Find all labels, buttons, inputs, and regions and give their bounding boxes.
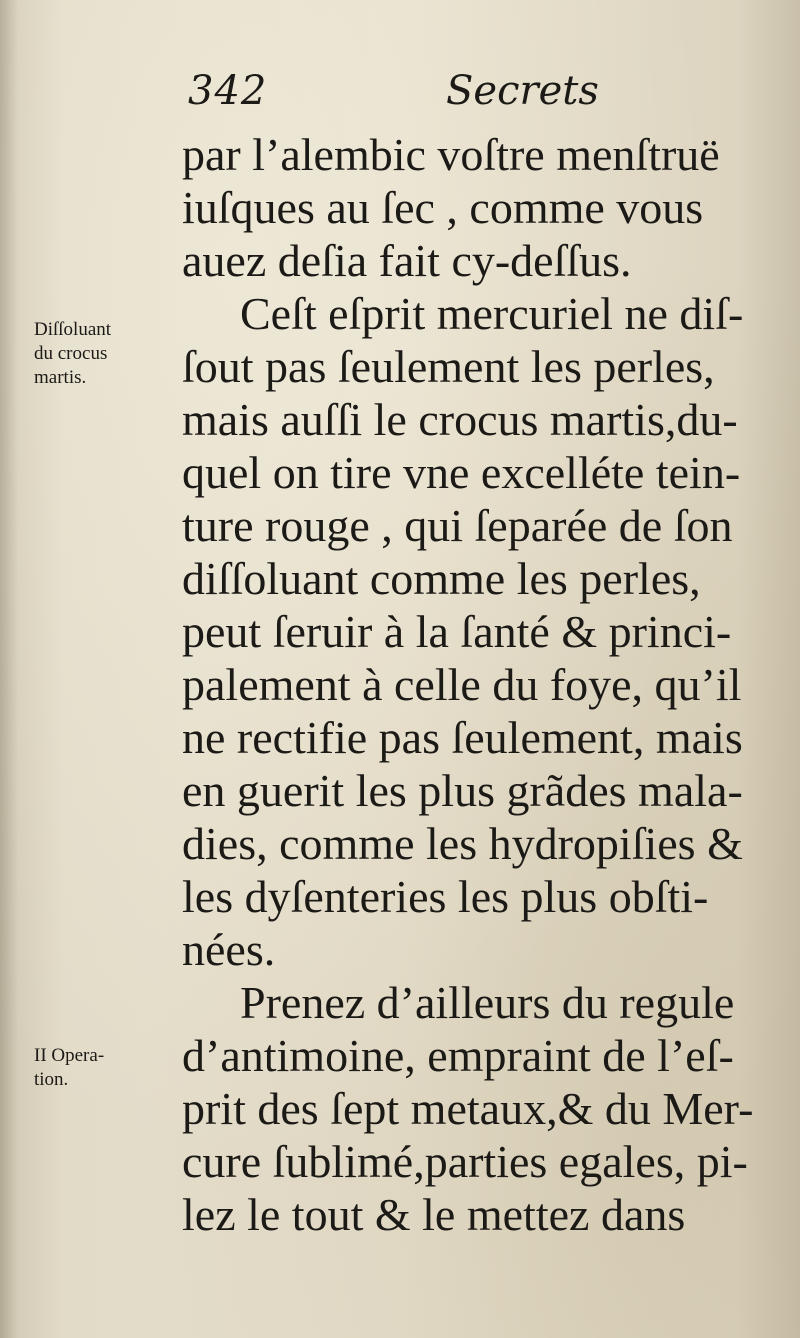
marginal-note-line: Diſſoluant (34, 319, 112, 340)
text-line: nées. (182, 924, 276, 975)
marginal-note-line: II Opera- (34, 1045, 105, 1066)
text-line: auez deſia fait cy-deſſus. (182, 235, 632, 286)
text-line: prit des ſept metaux,& du Mer- (182, 1083, 754, 1134)
text-line: ne rectifie pas ſeulement, mais (182, 712, 743, 763)
text-line: par l’alembic voſtre menſtruë (182, 129, 720, 180)
text-line: d’antimoine, empraint de l’eſ- (182, 1030, 734, 1081)
text-line: peut ſeruir à la ſanté & princi- (182, 606, 732, 657)
text-line: dies, comme les hydropiſies & (182, 818, 743, 869)
body-text (182, 128, 772, 1241)
paragraph-start-line: Ceſt eſprit mercuriel ne diſ- (240, 288, 744, 339)
text-line: ture rouge , qui ſeparée de ſon (182, 500, 733, 551)
running-title: Secrets (446, 68, 599, 114)
page-edge-shadow (0, 0, 18, 1338)
text-line: mais auſſi le crocus martis,du- (182, 394, 738, 445)
marginal-note-operation (34, 1044, 174, 1092)
text-line: iuſques au ſec , comme vous (182, 182, 704, 233)
text-line: cure ſublimé,parties egales, pi- (182, 1136, 748, 1187)
marginal-note-line: du crocus (34, 343, 108, 364)
text-line: en guerit les plus grãdes mala- (182, 765, 743, 816)
paragraph-start-line: Prenez d’ailleurs du regule (240, 977, 735, 1028)
text-line: palement à celle du foye, qu’il (182, 659, 742, 710)
marginal-note-dissoluant (34, 318, 174, 390)
text-line: quel on tire vne excelléte tein- (182, 447, 741, 498)
text-line: les dyſenteries les plus obſti- (182, 871, 709, 922)
marginal-note-line: tion. (34, 1069, 69, 1090)
running-head (188, 68, 608, 124)
page-number: 342 (188, 68, 268, 114)
text-line: lez le tout & le mettez dans (182, 1189, 686, 1240)
text-line: ſout pas ſeulement les perles, (182, 341, 715, 392)
marginal-note-line: martis. (34, 367, 87, 388)
text-line: diſſoluant comme les perles, (182, 553, 701, 604)
